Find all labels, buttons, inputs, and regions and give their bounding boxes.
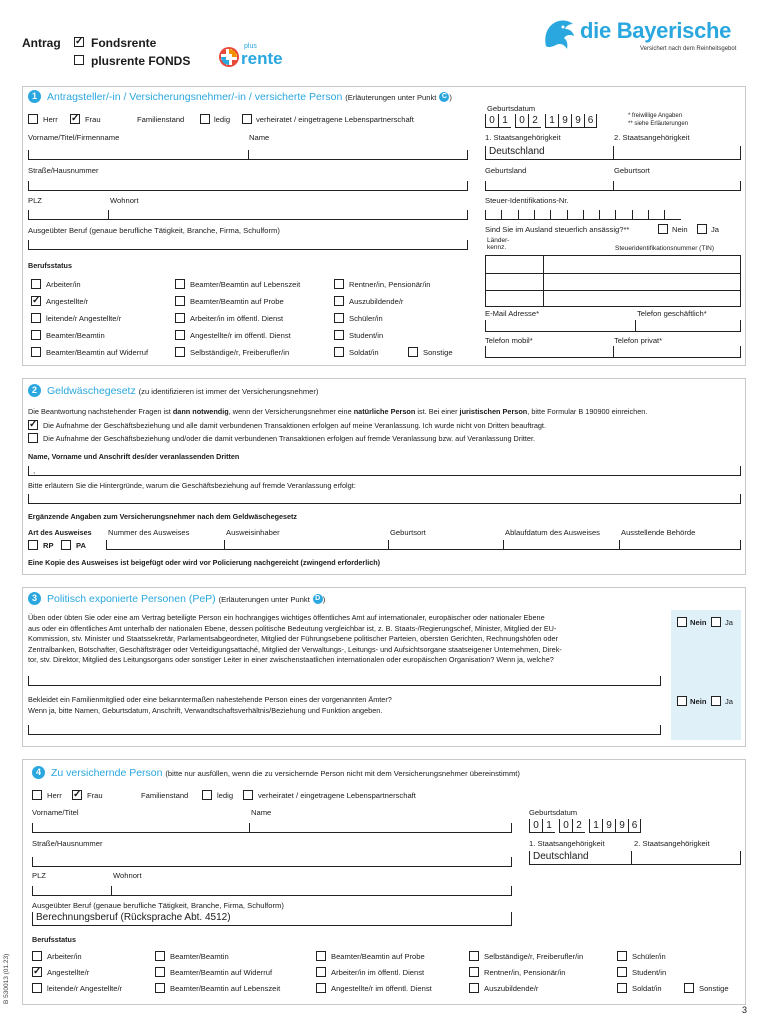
- tel-privat-label: Telefon privat*: [614, 336, 663, 345]
- s1-status-label: Selbständige/r, Freiberufler/in: [190, 348, 290, 357]
- ausland-nein-checkbox[interactable]: [658, 224, 668, 234]
- s1-status-checkbox[interactable]: [31, 279, 41, 289]
- s4-status-checkbox[interactable]: [155, 951, 165, 961]
- behoerde-label: Ausstellende Behörde: [621, 528, 696, 537]
- fremde-veranlassung-label: Die Aufnahme der Geschäftsbeziehung und/oder die damit verbundenen Transaktionen erfolgen auf fremde Veranlassung bzw. auf Veranlassung Dritter.: [43, 434, 536, 443]
- s1-status-label: Arbeiter/in im öffentl. Dienst: [190, 314, 284, 323]
- pep-q1-ja-label: Ja: [725, 618, 734, 627]
- section-2-title: Geldwäschegesetz (zu identifizieren ist immer der Versicherungsnehmer): [47, 385, 319, 397]
- birth-date-digit: 2: [528, 114, 541, 128]
- strasse-field[interactable]: [28, 181, 468, 191]
- s4-status-checkbox[interactable]: [617, 983, 627, 993]
- ledig-checkbox[interactable]: [200, 114, 210, 124]
- s1-status-checkbox[interactable]: [334, 347, 344, 357]
- s4-status-label: Selbständige/r, Freiberufler/in: [484, 952, 584, 961]
- tel-mobil-label: Telefon mobil*: [485, 336, 533, 345]
- rp-checkbox[interactable]: [28, 540, 38, 550]
- section-4-number: 4: [32, 766, 45, 779]
- s4-plz-wohnort-field[interactable]: [32, 886, 512, 896]
- s4-status-checkbox[interactable]: [316, 983, 326, 993]
- page-number: 3: [742, 1005, 748, 1015]
- nummer-ausweis-label: Nummer des Ausweises: [108, 528, 190, 537]
- s4-status-label: Soldat/in: [632, 984, 662, 993]
- s4-beruf-label: Ausgeübter Beruf (genaue berufliche Tätigkeit, Branche, Firma, Schulform): [32, 901, 284, 910]
- s4-name-label: Name: [251, 808, 272, 817]
- s4-status-label: Arbeiter/in: [47, 952, 82, 961]
- pep-q1-line: aus oder ein öffentliches Amt unterhalb der nationalen Ebene, dessen politische Bedeutung vergleichbar ist, z. B. Staats-/Regierungschef, Minister, Mitglied der EU-: [28, 623, 557, 633]
- s4-birth-date-digit: 2: [572, 819, 585, 833]
- hintergrund-field[interactable]: [28, 494, 741, 504]
- s4-frau-label: Frau: [87, 791, 103, 800]
- s1-status-label: Beamter/Beamtin auf Lebenszeit: [190, 280, 301, 289]
- s4-plz-label: PLZ: [32, 871, 46, 880]
- fremde-veranlassung-checkbox[interactable]: [28, 433, 38, 443]
- s4-status-label: Beamter/Beamtin auf Probe: [331, 952, 425, 961]
- form-title: Antrag: [22, 36, 61, 50]
- strasse-label: Straße/Hausnummer: [28, 166, 99, 175]
- geburtsdatum-label: Geburtsdatum: [487, 104, 536, 113]
- s1-status-checkbox[interactable]: [175, 279, 185, 289]
- birth-date-digit: 6: [584, 114, 597, 128]
- s4-status-checkbox[interactable]: [469, 967, 479, 977]
- s4-status-checkbox[interactable]: [316, 967, 326, 977]
- footnote-explanations: ** siehe Erläuterungen: [628, 121, 689, 127]
- section-1-number: 1: [28, 90, 41, 103]
- s4-status-checkbox[interactable]: [469, 983, 479, 993]
- verheiratet-checkbox[interactable]: [242, 114, 252, 124]
- dritter-value: ,: [33, 466, 36, 475]
- s4-staat1-label: 1. Staatsangehörigkeit: [529, 839, 605, 848]
- ablaufdatum-label: Ablaufdatum des Ausweises: [505, 528, 600, 537]
- section-pep: [22, 587, 746, 747]
- brand-tagline: Versichert nach dem Reinheitsgebot: [640, 46, 737, 52]
- s1-status-checkbox[interactable]: [334, 313, 344, 323]
- kopie-hinweis: Eine Kopie des Ausweises ist beigefügt oder wird vor Policierung nachgereicht (zwingend erforderlich): [28, 558, 380, 567]
- dritter-field[interactable]: [28, 466, 741, 476]
- beruf-field[interactable]: [28, 240, 468, 250]
- pep-q2-ja-checkbox[interactable]: [711, 696, 721, 706]
- pa-label: PA: [76, 541, 86, 550]
- pep-q1-nein-label: Nein: [690, 618, 707, 627]
- s4-birth-date-digit: 0: [529, 819, 542, 833]
- s4-herr-label: Herr: [47, 791, 62, 800]
- s4-geburtsdatum-label: Geburtsdatum: [529, 808, 578, 817]
- section-3-number: 3: [28, 592, 41, 605]
- ausweisinhaber-label: Ausweisinhaber: [226, 528, 280, 537]
- s4-familienstand-label: Familienstand: [141, 791, 189, 800]
- pep-q2-line: Wenn ja, bitte Namen, Geburtsdatum, Anschrift, Verwandtschaftsverhältnis/Beziehung und Funktion angeben.: [28, 705, 383, 715]
- s1-status-label: Beamter/Beamtin: [46, 331, 105, 340]
- s4-status-label: Student/in: [632, 968, 667, 977]
- s4-status-checkbox[interactable]: [617, 967, 627, 977]
- s4-staat2-label: 2. Staatsangehörigkeit: [634, 839, 710, 848]
- s1-status-checkbox[interactable]: [31, 347, 41, 357]
- berufsstatus-label: Berufsstatus: [28, 261, 72, 270]
- ausland-ja-label: Ja: [711, 225, 720, 234]
- s4-birth-date-digit: 6: [628, 819, 641, 833]
- pep-q2-nein-checkbox[interactable]: [677, 696, 687, 706]
- plus-cross-icon: [218, 46, 240, 68]
- email-label: E-Mail Adresse*: [485, 309, 540, 318]
- s4-name-field[interactable]: [32, 823, 512, 833]
- art-ausweis-label: Art des Ausweises: [28, 528, 92, 537]
- birth-date-digit: 0: [515, 114, 528, 128]
- vorname-label: Vorname/Titel/Firmenname: [28, 133, 120, 142]
- s1-status-checkbox[interactable]: [175, 296, 185, 306]
- s4-status-checkbox[interactable]: [617, 951, 627, 961]
- eigene-veranlassung-checkbox[interactable]: ✓: [29, 419, 38, 430]
- s1-status-checkbox[interactable]: [175, 313, 185, 323]
- s4-wohnort-label: Wohnort: [113, 871, 142, 880]
- s4-status-label: Beamter/Beamtin: [170, 952, 229, 961]
- tin-label: Steueridentifikationsnummer (TIN): [615, 245, 714, 252]
- ergaenzend-label: Ergänzende Angaben zum Versicherungsnehmer nach dem Geldwäschegesetz: [28, 512, 297, 521]
- eigene-veranlassung-label: Die Aufnahme der Geschäftsbeziehung und alle damit verbundenen Transaktionen erfolgen auf meine Veranlassung. Ich wurde nicht von Dritten beauftragt.: [43, 421, 546, 430]
- s4-status-label: Arbeiter/in im öffentl. Dienst: [331, 968, 425, 977]
- rp-label: RP: [43, 541, 54, 550]
- plusrente-checkbox[interactable]: [74, 55, 84, 65]
- pep-q1-line: Üben oder übten Sie oder eine am Vertrag beteiligte Person ein hochrangiges wichtiges öffentliches Amt auf internationaler, europäischer oder nationaler Ebene: [28, 613, 545, 622]
- s4-ledig-checkbox[interactable]: [202, 790, 212, 800]
- pep-q1-line: tor, stv. Direktor, Mitglied des Leitungsorgans oder sonstiger Leiter in einer zwischenstaatlichen internationalen oder europäischen Organisation? Wenn ja, welche?: [28, 655, 554, 665]
- s1-status-label: Angestellte/r: [46, 297, 89, 306]
- s1-status-label: leitende/r Angestellte/r: [46, 314, 122, 323]
- pep-q1-line: Kommission, stv. Minister und Staatssekretär, Parlamentsabgeordneter, Mitglied der Führungsebene politischer Parteien, obersten Gerichten, Rechnungshöfen oder: [28, 634, 558, 644]
- plus-logo-small: plus: [244, 43, 257, 50]
- staat2-label: 2. Staatsangehörigkeit: [614, 133, 690, 142]
- s1-status-label: Sonstige: [423, 348, 453, 357]
- steuer-id-label: Steuer-Identifikations-Nr.: [485, 196, 569, 205]
- name-label: Name: [249, 133, 270, 142]
- s4-birth-date-digit: 0: [559, 819, 572, 833]
- form-code: B 530013 (01.23): [3, 953, 10, 1004]
- rente-logo-text: rente: [241, 49, 283, 68]
- tin-table[interactable]: [485, 255, 741, 309]
- s1-status-checkbox[interactable]: [175, 330, 185, 340]
- ausland-question: Sind Sie im Ausland steuerlich ansässig?**: [485, 225, 630, 234]
- geburtsland-label: Geburtsland: [485, 166, 527, 175]
- s4-frau-checkbox[interactable]: ✓: [73, 789, 82, 800]
- s1-status-checkbox[interactable]: [31, 330, 41, 340]
- staat1-value: Deutschland: [489, 146, 545, 157]
- s1-status-checkbox[interactable]: [334, 330, 344, 340]
- s4-status-checkbox[interactable]: [32, 951, 42, 961]
- birth-date-digit: 0: [485, 114, 498, 128]
- pep-q2-nein-label: Nein: [690, 697, 707, 706]
- brand-name: die Bayerische: [580, 18, 732, 43]
- ausweis-fields[interactable]: [106, 540, 741, 550]
- s4-status-checkbox[interactable]: [155, 967, 165, 977]
- s4-status-label: Sonstige: [699, 984, 729, 993]
- plusrente-label: plusrente FONDS: [91, 54, 191, 68]
- hintergrund-label: Bitte erläutern Sie die Hintergründe, warum die Geschäftsbeziehung auf fremde Veranlassung erfolgt:: [28, 481, 356, 490]
- s1-status-checkbox[interactable]: [31, 313, 41, 323]
- plz-wohnort-field[interactable]: [28, 210, 468, 220]
- s4-birth-date-digit: 9: [602, 819, 615, 833]
- s4-beruf-value: Berechnungsberuf (Rücksprache Abt. 4512): [36, 912, 231, 923]
- pep-q2-ja-label: Ja: [725, 697, 734, 706]
- section-3-title: Politisch exponierte Personen (PeP) (Erläuterungen unter Punkt D ): [47, 593, 326, 605]
- s1-status-label: Auszubildende/r: [349, 297, 404, 306]
- dritter-label: Name, Vorname und Anschrift des/der veranlassenden Dritten: [28, 452, 240, 461]
- s4-status-label: leitende/r Angestellte/r: [47, 984, 123, 993]
- section-2-number: 2: [28, 384, 41, 397]
- pa-checkbox[interactable]: [61, 540, 71, 550]
- s4-strasse-label: Straße/Hausnummer: [32, 839, 103, 848]
- s4-verheiratet-label: verheiratet / eingetragene Lebenspartnerschaft: [258, 791, 416, 800]
- s1-status-label: Soldat/in: [349, 348, 379, 357]
- birth-date-digit: 9: [558, 114, 571, 128]
- s4-status-label: Angestellte/r: [47, 968, 90, 977]
- s1-status-label: Student/in: [349, 331, 384, 340]
- familienstand-label: Familienstand: [137, 115, 185, 124]
- ausweis-geburtsort-label: Geburtsort: [390, 528, 426, 537]
- s4-status-checkbox[interactable]: [32, 983, 42, 993]
- s4-berufsstatus-label: Berufsstatus: [32, 935, 76, 944]
- section-4-title: Zu versichernde Person (bitte nur ausfüllen, wenn die zu versichernde Person nicht mit dem Versicherungsnehmer übereinstimmt): [51, 767, 520, 779]
- plusrente-logo: [218, 43, 308, 69]
- s4-status-checkbox[interactable]: [469, 951, 479, 961]
- s4-status-checkbox[interactable]: [316, 951, 326, 961]
- pep-q1-nein-checkbox[interactable]: [677, 617, 687, 627]
- birth-date-digit: 1: [545, 114, 558, 128]
- s1-status-label: Angestellte/r im öffentl. Dienst: [190, 331, 291, 340]
- s1-status-checkbox[interactable]: [175, 347, 185, 357]
- s1-status-checkbox[interactable]: [334, 296, 344, 306]
- s4-birth-date-digit: 1: [589, 819, 602, 833]
- s1-status-label: Arbeiter/in: [46, 280, 81, 289]
- s1-status-checkbox[interactable]: [334, 279, 344, 289]
- birth-date-digit: 1: [498, 114, 511, 128]
- s1-status-label: Beamter/Beamtin auf Widerruf: [46, 348, 149, 357]
- pep-q1-line: Zentralbanken, Botschafter, Geschäftsträger oder Verteidigungsattaché, Mitglied der Verwaltungs-, Leitungs- und Aufsichtsorgane staatseigener Unternehmen, Direk-: [28, 644, 562, 654]
- fondsrente-checkbox[interactable]: ✓: [75, 36, 84, 47]
- s4-status-label: Angestellte/r im öffentl. Dienst: [331, 984, 432, 993]
- s4-ledig-label: ledig: [217, 791, 234, 800]
- geldwaesche-intro: Die Beantwortung nachstehender Fragen ist dann notwendig, wenn der Versicherungsnehmer eine natürliche Person ist. Bei einer juristischen Person, bitte Formular B 190900 einreichen.: [28, 407, 648, 416]
- pep-q2-line: Bekleidet ein Familienmitglied oder eine bekanntermaßen nahestehende Person eines der vorgenannten Ämter?: [28, 695, 392, 704]
- s4-staat1-value: Deutschland: [533, 851, 589, 862]
- footnote-optional: * freiwillige Angaben: [628, 113, 683, 119]
- pep-q1-ja-checkbox[interactable]: [711, 617, 721, 627]
- s4-status-label: Beamter/Beamtin auf Widerruf: [170, 968, 273, 977]
- s1-status-label: Schüler/in: [349, 314, 383, 323]
- verheiratet-label: verheiratet / eingetragene Lebenspartnerschaft: [256, 115, 414, 124]
- birth-date-digit: 9: [571, 114, 584, 128]
- s1-status-checkbox[interactable]: [408, 347, 418, 357]
- herr-label: Herr: [43, 115, 58, 124]
- laenderkennz-label: Länder- kennz.: [487, 237, 510, 252]
- fondsrente-label: Fondsrente: [91, 36, 157, 50]
- frau-checkbox[interactable]: ✓: [71, 113, 80, 124]
- lion-logo-icon: [540, 16, 578, 54]
- pep-q1-field[interactable]: [28, 676, 661, 686]
- wohnort-label: Wohnort: [110, 196, 139, 205]
- herr-checkbox[interactable]: [28, 114, 38, 124]
- section-1-title: Antragsteller/-in / Versicherungsnehmer/-in / versicherte Person (Erläuterungen unter Punkt C ): [47, 91, 452, 103]
- geburtsort-label: Geburtsort: [614, 166, 650, 175]
- s1-status-label: Beamter/Beamtin auf Probe: [190, 297, 284, 306]
- s4-birth-date-digit: 1: [542, 819, 555, 833]
- s4-verheiratet-checkbox[interactable]: [243, 790, 253, 800]
- s4-status-label: Schüler/in: [632, 952, 666, 961]
- s4-strasse-field[interactable]: [32, 857, 512, 867]
- ledig-label: ledig: [214, 115, 231, 124]
- tel-gesch-label: Telefon geschäftlich*: [637, 309, 707, 318]
- s4-status-checkbox[interactable]: [684, 983, 694, 993]
- frau-label: Frau: [85, 115, 101, 124]
- ausland-nein-label: Nein: [672, 225, 688, 234]
- staat1-label: 1. Staatsangehörigkeit: [485, 133, 561, 142]
- pep-q2-field[interactable]: [28, 725, 661, 735]
- s4-status-checkbox[interactable]: ✓: [33, 966, 42, 977]
- s4-status-label: Beamter/Beamtin auf Lebenszeit: [170, 984, 281, 993]
- s4-status-checkbox[interactable]: [155, 983, 165, 993]
- s4-status-label: Rentner/in, Pensionär/in: [484, 968, 566, 977]
- s4-vorname-label: Vorname/Titel: [32, 808, 79, 817]
- pep-answer-panel: [671, 610, 741, 740]
- s4-birth-date-digit: 9: [615, 819, 628, 833]
- beruf-label: Ausgeübter Beruf (genaue berufliche Tätigkeit, Branche, Firma, Schulform): [28, 226, 280, 235]
- s1-status-label: Rentner/in, Pensionär/in: [349, 280, 431, 289]
- s4-herr-checkbox[interactable]: [32, 790, 42, 800]
- ausland-ja-checkbox[interactable]: [697, 224, 707, 234]
- plz-label: PLZ: [28, 196, 42, 205]
- email-phone-field[interactable]: [485, 320, 741, 332]
- s1-status-checkbox[interactable]: ✓: [32, 295, 41, 306]
- s4-status-label: Auszubildende/r: [484, 984, 539, 993]
